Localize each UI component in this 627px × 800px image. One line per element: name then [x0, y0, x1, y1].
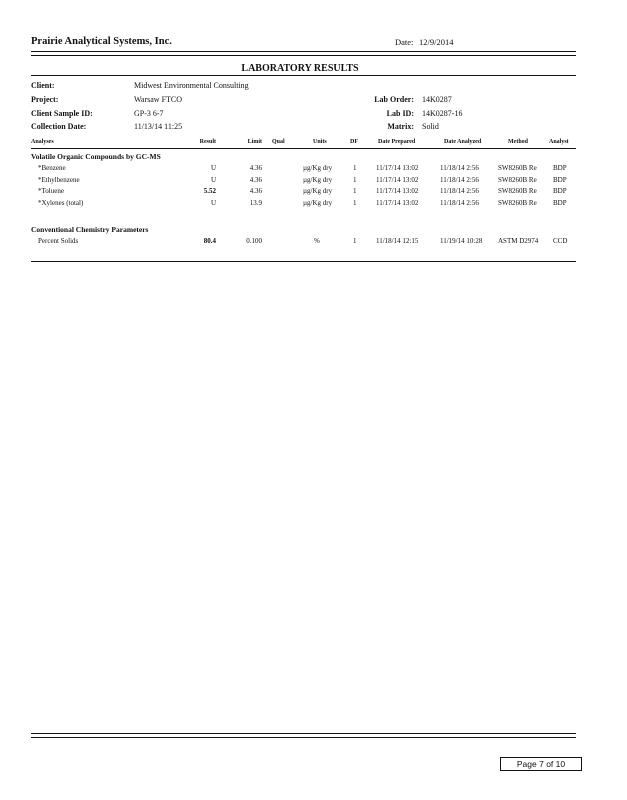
matrix-value: Solid — [422, 122, 439, 131]
report-title: LABORATORY RESULTS — [241, 63, 359, 74]
title-rule — [31, 75, 576, 76]
lab-id-label: Lab ID: — [386, 109, 414, 118]
units: µg/Kg dry — [303, 164, 333, 172]
date-prepared: 11/17/14 13:02 — [376, 199, 419, 207]
lab-order-label: Lab Order: — [374, 95, 414, 104]
units: µg/Kg dry — [303, 187, 333, 195]
df: 1 — [353, 187, 357, 195]
client-label: Client: — [31, 81, 55, 90]
col-date-prepared: Date Prepared — [378, 139, 416, 145]
client-sample-id-label: Client Sample ID: — [31, 109, 93, 118]
method: SW8260B Re — [498, 176, 537, 184]
project-value: Warsaw FTCO — [134, 95, 183, 104]
footer-rule-top — [31, 733, 576, 734]
collection-date-value: 11/13/14 11:25 — [134, 122, 183, 131]
date-analyzed: 11/19/14 10:28 — [440, 237, 483, 245]
lab-id-value: 14K0287-16 — [422, 109, 463, 118]
analyte: *Xylenes (total) — [38, 199, 84, 207]
df: 1 — [353, 237, 357, 245]
result: 80.4 — [203, 237, 216, 245]
col-df: DF — [350, 139, 358, 145]
header-rule-bottom — [31, 55, 576, 56]
df: 1 — [353, 199, 357, 207]
limit: 4.36 — [249, 164, 262, 172]
units: µg/Kg dry — [303, 176, 333, 184]
method: SW8260B Re — [498, 164, 537, 172]
result: 5.52 — [203, 187, 216, 195]
analyst: BDP — [553, 199, 567, 207]
analyte: Percent Solids — [38, 237, 79, 245]
footer-rule-bottom — [31, 737, 576, 738]
client-value: Midwest Environmental Consulting — [134, 81, 249, 90]
units: µg/Kg dry — [303, 199, 333, 207]
date-analyzed: 11/18/14 2:56 — [440, 176, 479, 184]
result: U — [210, 164, 216, 172]
date-prepared: 11/17/14 13:02 — [376, 187, 419, 195]
df: 1 — [353, 176, 357, 184]
section-title-conventional: Conventional Chemistry Parameters — [31, 225, 149, 234]
analyst: BDP — [553, 176, 567, 184]
method: SW8260B Re — [498, 187, 537, 195]
date-prepared: 11/17/14 13:02 — [376, 164, 419, 172]
analyst: BDP — [553, 187, 567, 195]
method: SW8260B Re — [498, 199, 537, 207]
col-analyses: Analyses — [31, 139, 54, 145]
col-units: Units — [313, 139, 327, 145]
analyte: *Benzene — [38, 164, 66, 172]
header-rule-top — [31, 51, 576, 52]
col-date-analyzed: Date Analyzed — [444, 139, 482, 145]
client-sample-id-value: GP-3 6-7 — [134, 109, 164, 118]
analyst: CCD — [553, 237, 568, 245]
table-end-rule — [31, 261, 576, 262]
limit: 0.100 — [246, 237, 262, 245]
date-analyzed: 11/18/14 2:56 — [440, 187, 479, 195]
date-value: 12/9/2014 — [419, 37, 454, 47]
column-header-rule — [31, 148, 576, 149]
col-qual: Qual — [272, 139, 285, 145]
df: 1 — [353, 164, 357, 172]
project-label: Project: — [31, 95, 59, 104]
col-result: Result — [199, 139, 216, 145]
result: U — [210, 199, 216, 207]
analyst: BDP — [553, 164, 567, 172]
col-limit: Limit — [247, 139, 262, 145]
date-analyzed: 11/18/14 2:56 — [440, 199, 479, 207]
limit: 13.9 — [249, 199, 262, 207]
date-analyzed: 11/18/14 2:56 — [440, 164, 479, 172]
lab-order-value: 14K0287 — [422, 95, 452, 104]
analyte: *Ethylbenzene — [38, 176, 80, 184]
result: U — [210, 176, 216, 184]
date-prepared: 11/18/14 12:15 — [376, 237, 419, 245]
limit: 4.36 — [249, 187, 262, 195]
limit: 4.36 — [249, 176, 262, 184]
page-number: Page 7 of 10 — [500, 757, 582, 771]
units: % — [314, 237, 320, 245]
company-name: Prairie Analytical Systems, Inc. — [31, 36, 172, 47]
date-prepared: 11/17/14 13:02 — [376, 176, 419, 184]
collection-date-label: Collection Date: — [31, 122, 87, 131]
matrix-label: Matrix: — [387, 122, 414, 131]
method: ASTM D2974 — [498, 237, 539, 245]
date-label: Date: — [395, 37, 414, 47]
section-title-vocs: Volatile Organic Compounds by GC-MS — [31, 152, 161, 161]
analyte: *Toluene — [38, 187, 64, 195]
col-analyst: Analyst — [549, 139, 569, 145]
col-method: Method — [508, 139, 528, 145]
